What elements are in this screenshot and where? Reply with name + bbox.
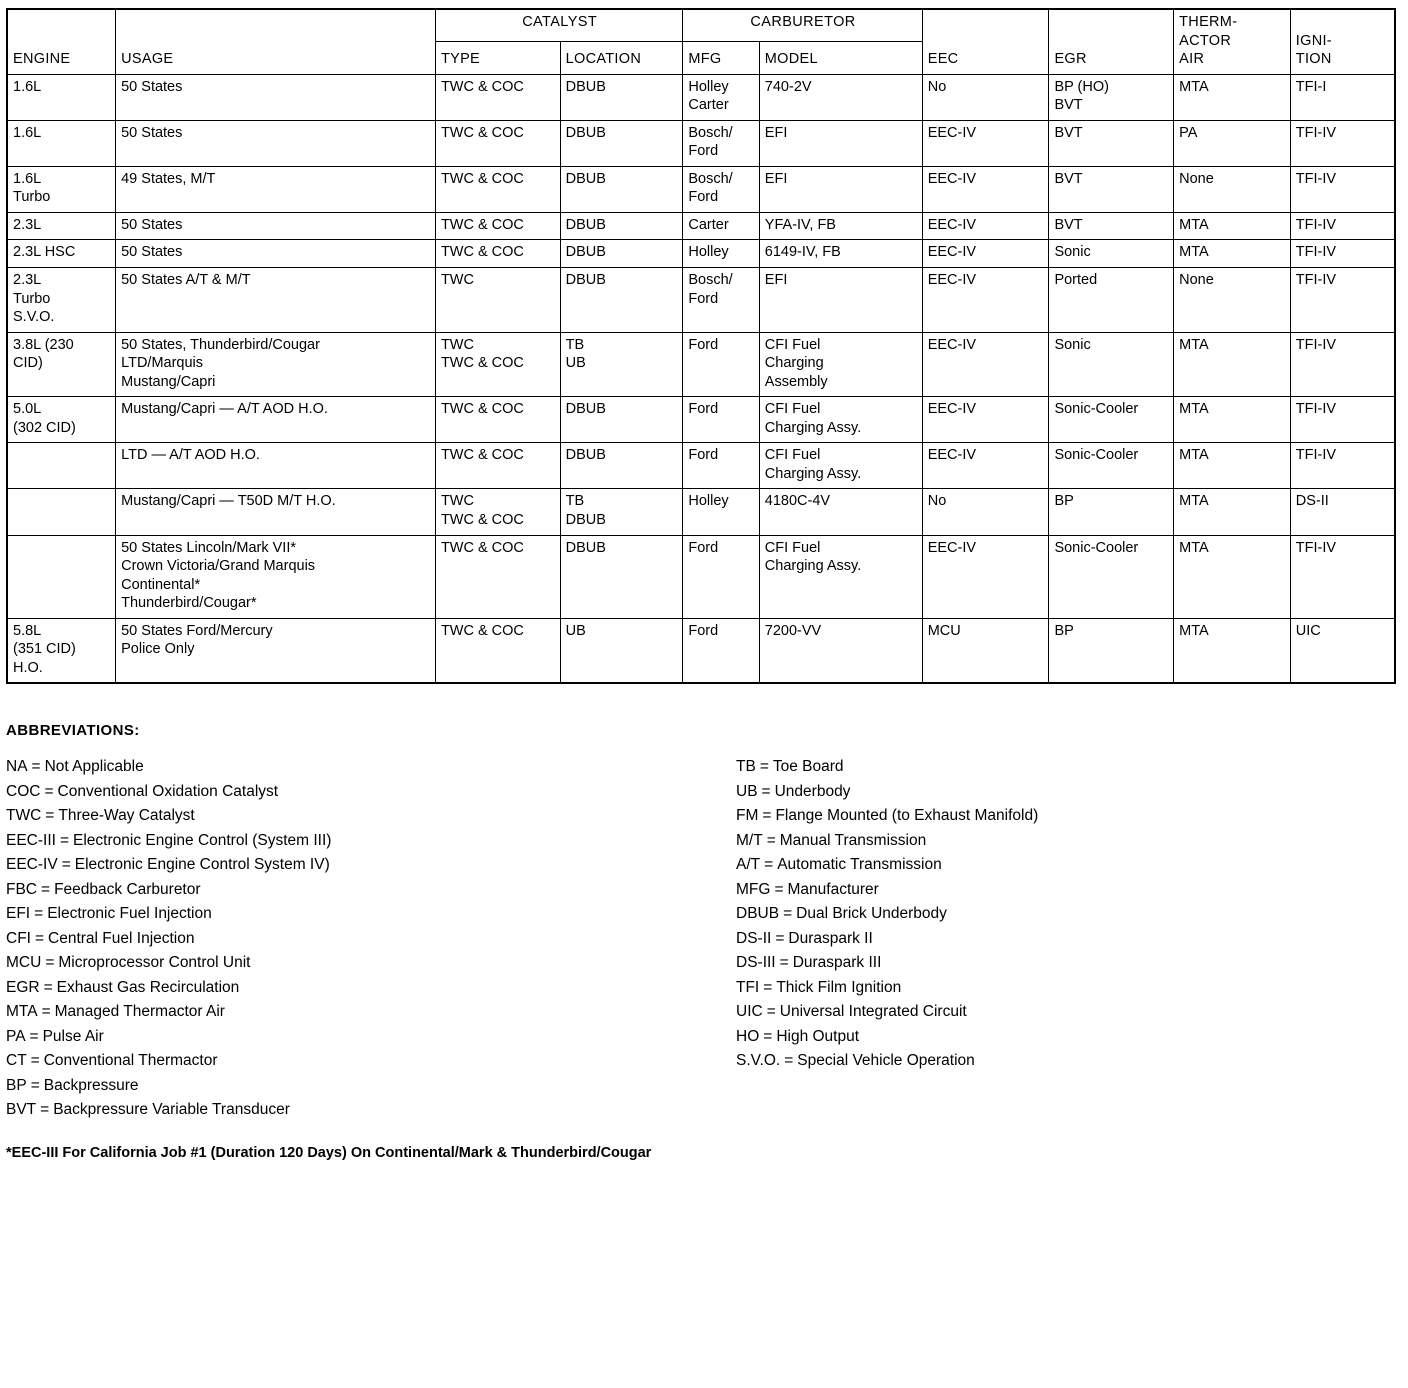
cell-thermactor-air: MTA	[1174, 535, 1291, 618]
abbreviation-equals: =	[761, 782, 771, 800]
abbreviation-equals: =	[59, 831, 70, 849]
cell-engine: 1.6L	[7, 120, 116, 166]
cell-carburetor-mfg: Ford	[683, 443, 759, 489]
abbreviation-item	[736, 976, 1376, 1000]
cell-catalyst-location: TB UB	[560, 332, 683, 397]
cell-carburetor-mfg: Ford	[683, 618, 759, 683]
cell-ignition: TFI-IV	[1290, 332, 1395, 397]
abbreviation-term: A/T	[736, 856, 761, 874]
cell-catalyst-location: DBUB	[560, 443, 683, 489]
abbreviation-term: EEC-IV	[6, 856, 58, 874]
cell-catalyst-type: TWC & COC	[435, 120, 560, 166]
abbreviation-item	[736, 878, 1376, 902]
cell-carburetor-mfg: Bosch/ Ford	[683, 166, 759, 212]
cell-catalyst-location: DBUB	[560, 240, 683, 268]
cell-egr: Ported	[1049, 268, 1174, 333]
cell-thermactor-air: PA	[1174, 120, 1291, 166]
table-row	[7, 489, 1395, 535]
cell-eec: EEC-IV	[922, 535, 1049, 618]
abbreviation-definition: Special Vehicle Operation	[797, 1052, 975, 1070]
table-row	[7, 618, 1395, 683]
table-row	[7, 397, 1395, 443]
abbreviation-item	[6, 902, 736, 926]
abbreviation-item	[6, 1098, 736, 1122]
abbreviation-definition: Backpressure Variable Transducer	[53, 1101, 290, 1119]
abbreviation-item	[736, 927, 1376, 951]
table-row	[7, 74, 1395, 120]
abbreviation-equals: =	[30, 1052, 40, 1070]
cell-eec: EEC-IV	[922, 332, 1049, 397]
abbreviation-definition: Duraspark II	[788, 929, 873, 947]
abbreviation-equals: =	[762, 807, 772, 825]
abbreviation-equals: =	[29, 1027, 39, 1045]
cell-egr: Sonic-Cooler	[1049, 443, 1174, 489]
cell-catalyst-type: TWC & COC	[435, 166, 560, 212]
cell-catalyst-type: TWC & COC	[435, 443, 560, 489]
abbreviation-term: UB	[736, 782, 758, 800]
abbreviation-equals: =	[30, 1076, 40, 1094]
abbreviation-term: CFI	[6, 929, 31, 947]
header-col-type: TYPE	[435, 42, 560, 74]
cell-carburetor-mfg: Carter	[683, 212, 759, 240]
cell-carburetor-mfg: Bosch/ Ford	[683, 268, 759, 333]
cell-catalyst-location: DBUB	[560, 120, 683, 166]
header-spacer-eec	[922, 9, 1049, 42]
cell-ignition: TFI-IV	[1290, 166, 1395, 212]
table-row	[7, 212, 1395, 240]
header-col-eec: EEC	[922, 42, 1049, 74]
abbreviation-term: BVT	[6, 1101, 37, 1119]
abbreviation-item	[736, 1025, 1376, 1049]
cell-thermactor-air: MTA	[1174, 212, 1291, 240]
abbreviation-definition: Underbody	[774, 782, 851, 800]
abbreviation-equals: =	[41, 880, 51, 898]
cell-thermactor-air: MTA	[1174, 443, 1291, 489]
abbreviation-definition: Microprocessor Control Unit	[58, 954, 251, 972]
abbreviation-equals: =	[61, 856, 71, 874]
abbreviation-item	[736, 902, 1376, 926]
cell-thermactor-air: MTA	[1174, 489, 1291, 535]
abbreviation-equals: =	[783, 905, 793, 923]
abbreviation-item	[736, 853, 1376, 877]
abbreviation-term: DBUB	[736, 905, 780, 923]
abbreviation-term: MTA	[6, 1003, 38, 1021]
cell-catalyst-type: TWC & COC	[435, 618, 560, 683]
abbreviation-equals: =	[763, 978, 773, 996]
cell-catalyst-location: DBUB	[560, 397, 683, 443]
header-ignition-line1: IGNI-	[1295, 32, 1332, 49]
abbreviation-item	[736, 755, 1376, 779]
cell-eec: EEC-IV	[922, 443, 1049, 489]
abbreviation-term: BP	[6, 1076, 27, 1094]
abbreviation-term: MCU	[6, 954, 42, 972]
cell-egr: BP	[1049, 489, 1174, 535]
abbreviation-item	[6, 780, 736, 804]
cell-eec: EEC-IV	[922, 166, 1049, 212]
cell-usage: 50 States, Thunderbird/Cougar LTD/Marquis Mustang/Capri	[116, 332, 436, 397]
cell-carburetor-mfg: Ford	[683, 332, 759, 397]
cell-ignition: TFI-IV	[1290, 397, 1395, 443]
cell-carburetor-model: 4180C-4V	[759, 489, 922, 535]
abbreviation-equals: =	[41, 1003, 51, 1021]
cell-carburetor-model: CFI Fuel Charging Assy.	[759, 443, 922, 489]
abbreviation-term: FM	[736, 807, 759, 825]
header-col-location: LOCATION	[560, 42, 683, 74]
abbreviation-term: PA	[6, 1027, 26, 1045]
table-body	[7, 74, 1395, 683]
cell-carburetor-model: EFI	[759, 268, 922, 333]
abbreviation-item	[736, 780, 1376, 804]
abbreviations-columns	[6, 755, 1408, 1122]
abbreviation-definition: Duraspark III	[792, 954, 882, 972]
header-col-ignition	[1290, 9, 1395, 74]
cell-engine	[7, 535, 116, 618]
cell-usage: 50 States	[116, 240, 436, 268]
abbreviation-definition: Electronic Engine Control System IV)	[74, 856, 330, 874]
cell-engine: 5.8L (351 CID) H.O.	[7, 618, 116, 683]
abbreviation-definition: Backpressure	[43, 1076, 139, 1094]
abbreviation-item	[6, 1000, 736, 1024]
abbreviation-term: NA	[6, 758, 28, 776]
abbreviation-definition: Thick Film Ignition	[776, 978, 902, 996]
abbreviation-definition: Flange Mounted (to Exhaust Manifold)	[775, 807, 1039, 825]
cell-engine: 2.3L	[7, 212, 116, 240]
cell-catalyst-type: TWC TWC & COC	[435, 489, 560, 535]
abbreviation-term: MFG	[736, 880, 771, 898]
abbreviation-term: TWC	[6, 807, 42, 825]
abbreviation-equals: =	[31, 758, 41, 776]
abbreviation-equals: =	[43, 978, 53, 996]
cell-egr: BP (HO) BVT	[1049, 74, 1174, 120]
abbreviation-item	[736, 951, 1376, 975]
cell-carburetor-model: EFI	[759, 120, 922, 166]
cell-catalyst-location: UB	[560, 618, 683, 683]
abbreviation-equals: =	[763, 1027, 773, 1045]
table-row	[7, 332, 1395, 397]
cell-eec: MCU	[922, 618, 1049, 683]
abbreviation-item	[6, 1025, 736, 1049]
cell-catalyst-type: TWC & COC	[435, 240, 560, 268]
cell-eec: EEC-IV	[922, 397, 1049, 443]
abbreviation-definition: Feedback Carburetor	[54, 880, 201, 898]
cell-ignition: TFI-IV	[1290, 120, 1395, 166]
abbreviation-item	[736, 804, 1376, 828]
abbreviation-item	[6, 951, 736, 975]
abbreviation-definition: High Output	[776, 1027, 860, 1045]
abbreviation-term: EEC-III	[6, 831, 56, 849]
cell-usage: 49 States, M/T	[116, 166, 436, 212]
abbreviation-equals: =	[759, 758, 769, 776]
cell-eec: EEC-IV	[922, 212, 1049, 240]
cell-thermactor-air: None	[1174, 268, 1291, 333]
cell-carburetor-model: 7200-VV	[759, 618, 922, 683]
abbreviation-equals: =	[34, 929, 45, 947]
cell-catalyst-location: DBUB	[560, 268, 683, 333]
table-row	[7, 240, 1395, 268]
cell-ignition: TFI-IV	[1290, 268, 1395, 333]
cell-ignition: TFI-IV	[1290, 212, 1395, 240]
cell-catalyst-type: TWC TWC & COC	[435, 332, 560, 397]
cell-eec: No	[922, 489, 1049, 535]
cell-ignition: TFI-IV	[1290, 443, 1395, 489]
abbreviation-item	[6, 853, 736, 877]
header-group-row	[7, 9, 1395, 42]
cell-ignition: TFI-I	[1290, 74, 1395, 120]
cell-catalyst-type: TWC & COC	[435, 212, 560, 240]
header-col-engine: ENGINE	[7, 42, 116, 74]
cell-carburetor-model: YFA-IV, FB	[759, 212, 922, 240]
cell-egr: Sonic	[1049, 332, 1174, 397]
abbreviation-definition: Automatic Transmission	[777, 856, 942, 874]
abbreviation-equals: =	[44, 782, 54, 800]
cell-catalyst-type: TWC	[435, 268, 560, 333]
cell-carburetor-mfg: Holley	[683, 240, 759, 268]
cell-eec: EEC-IV	[922, 240, 1049, 268]
abbreviation-term: UIC	[736, 1003, 763, 1021]
abbreviation-definition: Universal Integrated Circuit	[779, 1003, 967, 1021]
cell-catalyst-location: DBUB	[560, 74, 683, 120]
abbreviation-term: EGR	[6, 978, 40, 996]
cell-usage: 50 States Lincoln/Mark VII* Crown Victoria/Grand Marquis Continental* Thunderbird/Cougar*	[116, 535, 436, 618]
cell-ignition: TFI-IV	[1290, 535, 1395, 618]
abbreviation-item	[6, 976, 736, 1000]
cell-catalyst-location: TB DBUB	[560, 489, 683, 535]
abbreviation-definition: Not Applicable	[44, 758, 144, 776]
abbreviation-equals: =	[784, 1052, 794, 1070]
abbreviation-definition: Conventional Oxidation Catalyst	[57, 782, 279, 800]
cell-usage: 50 States	[116, 212, 436, 240]
cell-usage: 50 States	[116, 74, 436, 120]
abbreviation-item	[6, 755, 736, 779]
abbreviations-left-column	[6, 755, 736, 1122]
cell-catalyst-type: TWC & COC	[435, 74, 560, 120]
cell-egr: BVT	[1049, 166, 1174, 212]
cell-catalyst-location: DBUB	[560, 535, 683, 618]
cell-egr: Sonic-Cooler	[1049, 535, 1174, 618]
table-row	[7, 120, 1395, 166]
table-header	[7, 9, 1395, 74]
abbreviation-term: COC	[6, 782, 41, 800]
abbreviation-definition: Electronic Engine Control (System III)	[73, 831, 332, 849]
cell-egr: Sonic	[1049, 240, 1174, 268]
cell-thermactor-air: MTA	[1174, 332, 1291, 397]
abbreviation-equals: =	[766, 831, 776, 849]
cell-engine: 2.3L Turbo S.V.O.	[7, 268, 116, 333]
abbreviation-term: S.V.O.	[736, 1052, 781, 1070]
cell-carburetor-model: CFI Fuel Charging Assy.	[759, 535, 922, 618]
cell-engine	[7, 443, 116, 489]
abbreviation-equals: =	[45, 954, 55, 972]
cell-usage: Mustang/Capri — A/T AOD H.O.	[116, 397, 436, 443]
abbreviation-definition: Three-Way Catalyst	[58, 807, 195, 825]
cell-ignition: DS-II	[1290, 489, 1395, 535]
cell-carburetor-model: EFI	[759, 166, 922, 212]
abbreviation-equals: =	[764, 856, 774, 874]
table-row	[7, 535, 1395, 618]
header-col-mfg: MFG	[683, 42, 759, 74]
cell-ignition: UIC	[1290, 618, 1395, 683]
cell-ignition: TFI-IV	[1290, 240, 1395, 268]
cell-engine: 2.3L HSC	[7, 240, 116, 268]
abbreviation-definition: Manual Transmission	[779, 831, 927, 849]
abbreviation-definition: Managed Thermactor Air	[54, 1003, 225, 1021]
cell-carburetor-mfg: Holley	[683, 489, 759, 535]
cell-thermactor-air: MTA	[1174, 240, 1291, 268]
cell-catalyst-location: DBUB	[560, 212, 683, 240]
abbreviation-item	[6, 804, 736, 828]
abbreviation-term: FBC	[6, 880, 37, 898]
abbreviation-definition: Conventional Thermactor	[43, 1052, 218, 1070]
abbreviation-definition: Dual Brick Underbody	[796, 905, 947, 923]
abbreviation-item	[736, 829, 1376, 853]
abbreviation-item	[736, 1049, 1376, 1073]
emissions-spec-table	[6, 8, 1396, 684]
cell-thermactor-air: MTA	[1174, 397, 1291, 443]
header-spacer-egr	[1049, 9, 1174, 42]
header-thermactor-line3: AIR	[1179, 51, 1205, 68]
abbreviation-equals: =	[40, 1101, 50, 1119]
abbreviation-equals: =	[774, 880, 784, 898]
abbreviation-term: HO	[736, 1027, 760, 1045]
abbreviation-term: TFI	[736, 978, 760, 996]
cell-usage: 50 States Ford/Mercury Police Only	[116, 618, 436, 683]
cell-carburetor-model: 6149-IV, FB	[759, 240, 922, 268]
cell-catalyst-type: TWC & COC	[435, 535, 560, 618]
cell-egr: BVT	[1049, 120, 1174, 166]
cell-eec: No	[922, 74, 1049, 120]
cell-engine: 3.8L (230 CID)	[7, 332, 116, 397]
cell-usage: 50 States A/T & M/T	[116, 268, 436, 333]
cell-carburetor-model: 740-2V	[759, 74, 922, 120]
abbreviation-definition: Electronic Fuel Injection	[47, 905, 212, 923]
abbreviation-term: DS-II	[736, 929, 772, 947]
header-group-carburetor: CARBURETOR	[683, 9, 922, 42]
abbreviation-equals: =	[766, 1003, 776, 1021]
cell-carburetor-model: CFI Fuel Charging Assy.	[759, 397, 922, 443]
abbreviation-equals: =	[45, 807, 55, 825]
footnote: *EEC-III For California Job #1 (Duration 120 Days) On Continental/Mark & Thunderbird/Cougar	[6, 1144, 652, 1161]
abbreviation-term: CT	[6, 1052, 27, 1070]
abbreviations-right-column	[736, 755, 1376, 1122]
header-col-usage: USAGE	[116, 42, 436, 74]
cell-carburetor-mfg: Bosch/ Ford	[683, 120, 759, 166]
header-spacer-engine	[7, 9, 116, 42]
abbreviation-item	[6, 829, 736, 853]
abbreviation-equals: =	[34, 905, 44, 923]
abbreviation-item	[6, 927, 736, 951]
abbreviation-definition: Manufacturer	[787, 880, 879, 898]
cell-egr: Sonic-Cooler	[1049, 397, 1174, 443]
cell-carburetor-mfg: Ford	[683, 535, 759, 618]
abbreviation-term: DS-III	[736, 954, 776, 972]
abbreviation-term: TB	[736, 758, 756, 776]
abbreviation-equals: =	[775, 929, 785, 947]
cell-thermactor-air: MTA	[1174, 74, 1291, 120]
abbreviation-item	[6, 1049, 736, 1073]
cell-engine: 1.6L Turbo	[7, 166, 116, 212]
cell-egr: BP	[1049, 618, 1174, 683]
abbreviation-definition: Toe Board	[772, 758, 844, 776]
cell-carburetor-mfg: Holley Carter	[683, 74, 759, 120]
cell-usage: Mustang/Capri — T50D M/T H.O.	[116, 489, 436, 535]
header-group-catalyst: CATALYST	[435, 9, 682, 42]
table-row	[7, 268, 1395, 333]
header-ignition-line2: TION	[1295, 51, 1332, 68]
abbreviation-definition: Exhaust Gas Recirculation	[56, 978, 240, 996]
table-row	[7, 166, 1395, 212]
abbreviation-item	[6, 878, 736, 902]
cell-eec: EEC-IV	[922, 268, 1049, 333]
cell-engine	[7, 489, 116, 535]
cell-engine: 1.6L	[7, 74, 116, 120]
cell-thermactor-air: MTA	[1174, 618, 1291, 683]
table-row	[7, 443, 1395, 489]
abbreviation-definition: Central Fuel Injection	[48, 929, 195, 947]
header-col-egr: EGR	[1049, 42, 1174, 74]
cell-catalyst-location: DBUB	[560, 166, 683, 212]
cell-usage: 50 States	[116, 120, 436, 166]
abbreviation-equals: =	[779, 954, 789, 972]
cell-usage: LTD — A/T AOD H.O.	[116, 443, 436, 489]
abbreviation-term: M/T	[736, 831, 763, 849]
header-thermactor-line1: THERM-	[1179, 14, 1238, 30]
header-col-model: MODEL	[759, 42, 922, 74]
abbreviation-term: EFI	[6, 905, 31, 923]
cell-eec: EEC-IV	[922, 120, 1049, 166]
cell-carburetor-model: CFI Fuel Charging Assembly	[759, 332, 922, 397]
abbreviation-item	[6, 1074, 736, 1098]
header-spacer-usage	[116, 9, 436, 42]
cell-engine: 5.0L (302 CID)	[7, 397, 116, 443]
cell-catalyst-type: TWC & COC	[435, 397, 560, 443]
header-thermactor-line2: ACTOR	[1179, 32, 1232, 49]
abbreviations-title: ABBREVIATIONS:	[6, 722, 140, 740]
cell-thermactor-air: None	[1174, 166, 1291, 212]
cell-carburetor-mfg: Ford	[683, 397, 759, 443]
header-col-thermactor-air	[1174, 9, 1291, 74]
abbreviation-definition: Pulse Air	[42, 1027, 104, 1045]
cell-egr: BVT	[1049, 212, 1174, 240]
abbreviation-item	[736, 1000, 1376, 1024]
